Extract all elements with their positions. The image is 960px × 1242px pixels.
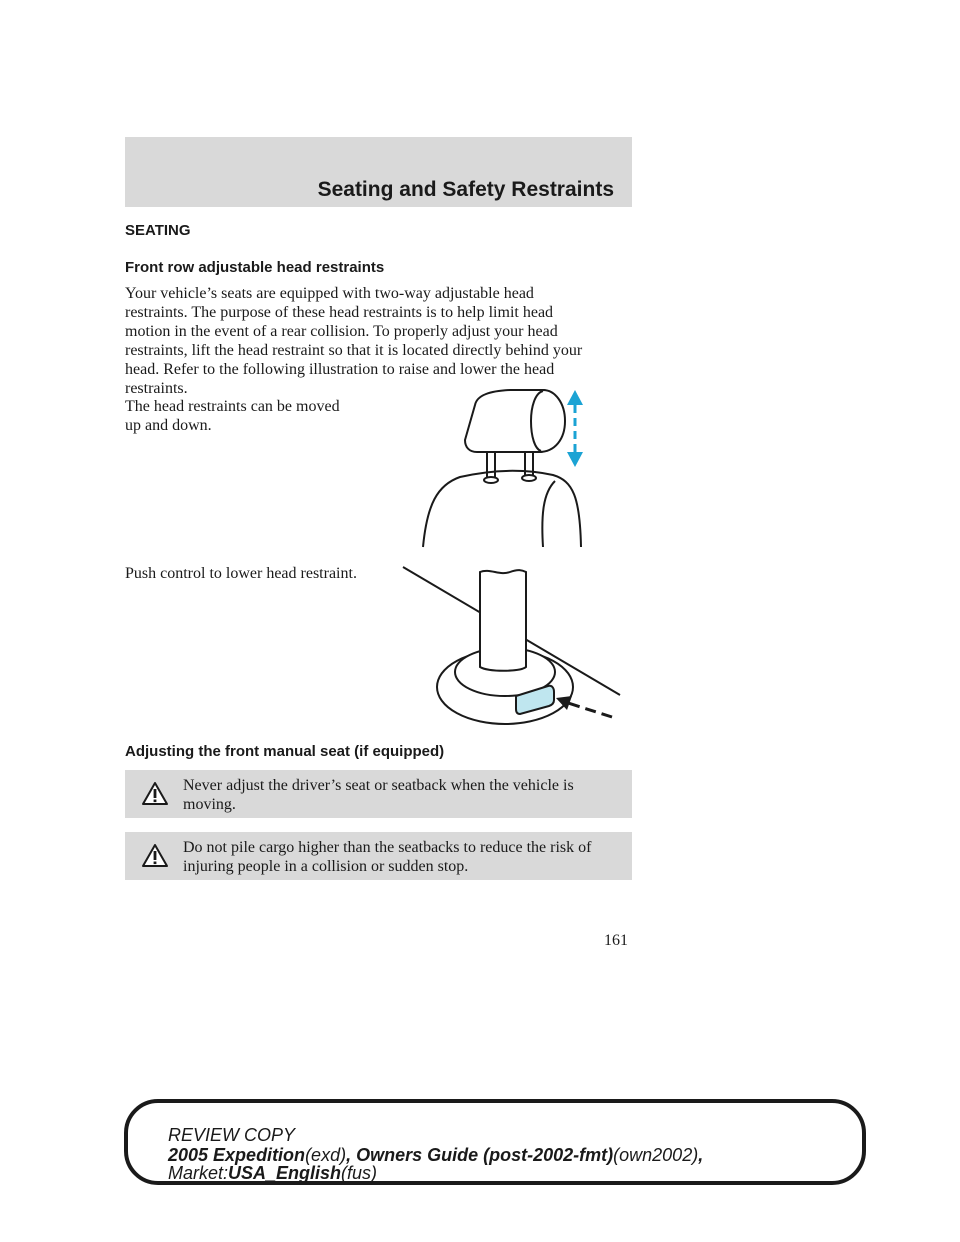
footer-market-code: (fus) — [341, 1163, 378, 1183]
warning-text — [183, 838, 620, 876]
footer-market-info — [168, 1163, 377, 1184]
page-number: 161 — [604, 932, 628, 949]
subsection-heading-manual-seat: Adjusting the front manual seat (if equipped) — [125, 743, 445, 760]
footer-separator: , — [346, 1145, 357, 1165]
warning-line: Do not pile cargo higher than the seatbacks to reduce the risk of — [183, 839, 592, 856]
footer-review-copy: REVIEW COPY — [168, 1125, 296, 1145]
footer-market: USA_English — [228, 1163, 342, 1183]
paragraph-line: restraints. The purpose of these head restraints is to help limit head — [125, 304, 554, 321]
paragraph-line: Your vehicle’s seats are equipped with two-way adjustable head — [125, 285, 534, 302]
footer-model: 2005 Expedition — [168, 1145, 306, 1165]
chapter-header-band — [125, 137, 632, 207]
head-restraint-illustration — [415, 385, 615, 550]
warning-triangle-icon — [141, 781, 169, 806]
caption-line: The head restraints can be moved — [125, 398, 340, 415]
paragraph-line: restraints. — [125, 380, 188, 397]
section-heading: SEATING — [125, 222, 191, 239]
chapter-title: Seating and Safety Restraints — [317, 178, 614, 201]
head-restraints-paragraph — [125, 284, 635, 398]
footer-market-label: Market: — [168, 1163, 229, 1183]
warning-box — [125, 832, 632, 880]
caption-line: up and down. — [125, 417, 212, 434]
footer-guide: Owners Guide (post-2002-fmt) — [356, 1145, 614, 1165]
review-copy-footer — [124, 1099, 866, 1185]
warning-line: Never adjust the driver’s seat or seatback when the vehicle is — [183, 777, 574, 794]
paragraph-line: motion in the event of a rear collision. To properly adjust your head — [125, 323, 558, 340]
subsection-heading-head-restraints: Front row adjustable head restraints — [125, 259, 385, 276]
caption-push-control: Push control to lower head restraint. — [125, 565, 357, 582]
pointer-arrow-icon — [556, 696, 612, 717]
warning-text — [183, 776, 620, 814]
paragraph-line: restraints, lift the head restraint so that it is located directly behind your — [125, 342, 583, 359]
warning-triangle-icon — [141, 843, 169, 868]
up-down-arrow-icon — [567, 390, 583, 467]
caption-head-restraint-move — [125, 397, 385, 435]
footer-model-code: (exd) — [305, 1145, 347, 1165]
paragraph-line: head. Refer to the following illustration to raise and lower the head — [125, 361, 555, 378]
warning-box — [125, 770, 632, 818]
footer-guide-code: (own2002) — [613, 1145, 699, 1165]
warning-line: injuring people in a collision or sudden stop. — [183, 858, 469, 875]
warning-line: moving. — [183, 796, 236, 813]
head-restraint-control-illustration — [400, 562, 625, 727]
footer-separator: , — [698, 1145, 704, 1165]
